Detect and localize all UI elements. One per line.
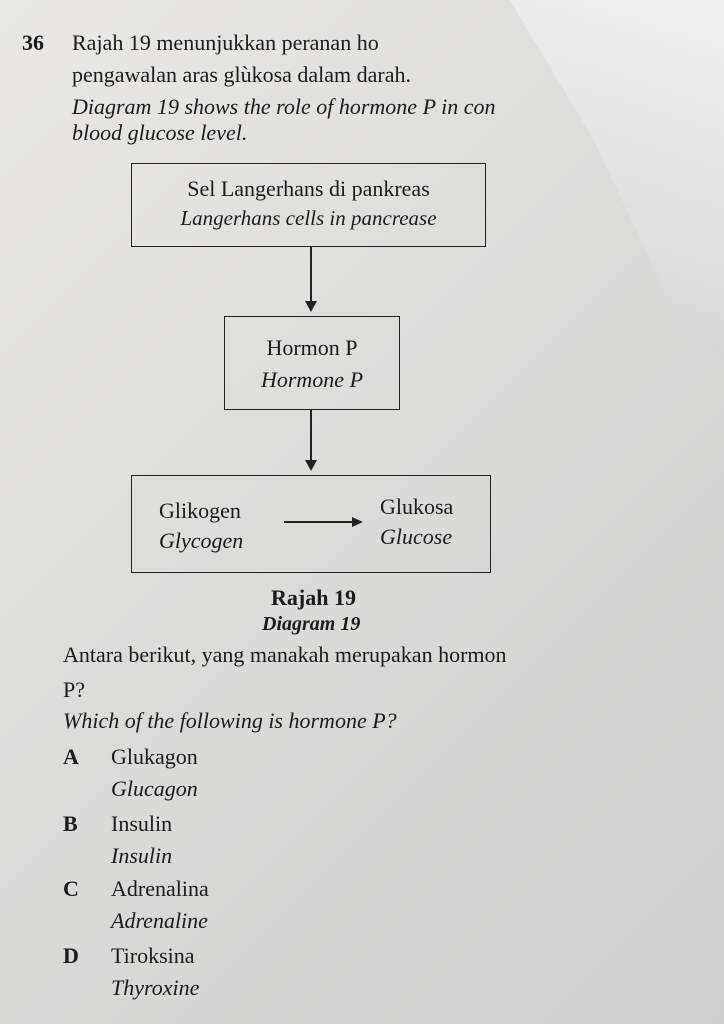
conversion-arrow-shaft — [284, 521, 354, 523]
stem-english-line1: Diagram 19 shows the role of hormone P in con — [72, 94, 496, 119]
option-d-letter: D — [63, 943, 79, 968]
box-hormone-p — [224, 316, 400, 410]
box1-malay-label: Sel Langerhans di pankreas — [187, 176, 430, 201]
glucose-malay-label: Glukosa — [380, 494, 454, 519]
option-d-malay: Tiroksina — [111, 943, 195, 968]
glycogen-malay-label: Glikogen — [159, 498, 241, 523]
box2-malay-label: Hormon P — [266, 335, 358, 360]
conversion-arrow-right-icon — [352, 517, 363, 527]
glycogen-english-label: Glycogen — [159, 528, 244, 553]
option-b-english: Insulin — [111, 843, 173, 868]
prompt-malay-line1: Antara berikut, yang manakah merupakan hormon — [63, 642, 507, 667]
stem-english-line2: blood glucose level. — [72, 120, 248, 145]
diagram-caption-malay: Rajah 19 — [271, 585, 356, 610]
stem-malay-line2: pengawalan aras glùkosa dalam darah. — [72, 62, 412, 87]
option-b-malay: Insulin — [111, 811, 173, 836]
option-d-english: Thyroxine — [111, 975, 200, 1000]
arrow1-down-icon — [305, 301, 317, 312]
glucose-english-label: Glucose — [380, 524, 453, 549]
box-glycogen-to-glucose — [131, 475, 491, 573]
option-b-letter: B — [63, 811, 78, 836]
option-c-malay: Adrenalina — [111, 876, 209, 901]
option-a-english: Glucagon — [111, 776, 198, 801]
option-c-english: Adrenaline — [111, 908, 208, 933]
arrow2-shaft — [310, 410, 312, 462]
box-langerhans-cells — [131, 163, 486, 247]
arrow2-down-icon — [305, 460, 317, 471]
option-a-malay: Glukagon — [111, 744, 198, 769]
prompt-english: Which of the following is hormone P? — [63, 708, 397, 733]
option-c-letter: C — [63, 876, 79, 901]
option-a-letter: A — [63, 744, 79, 769]
question-number: 36 — [22, 30, 44, 55]
arrow1-shaft — [310, 247, 312, 303]
box1-english-label: Langerhans cells in pancrease — [180, 206, 437, 230]
prompt-malay-line2: P? — [63, 677, 85, 702]
box2-english-label: Hormone P — [260, 367, 364, 392]
stem-malay-line1: Rajah 19 menunjukkan peranan ho — [72, 30, 379, 55]
diagram-caption-english: Diagram 19 — [262, 613, 361, 635]
